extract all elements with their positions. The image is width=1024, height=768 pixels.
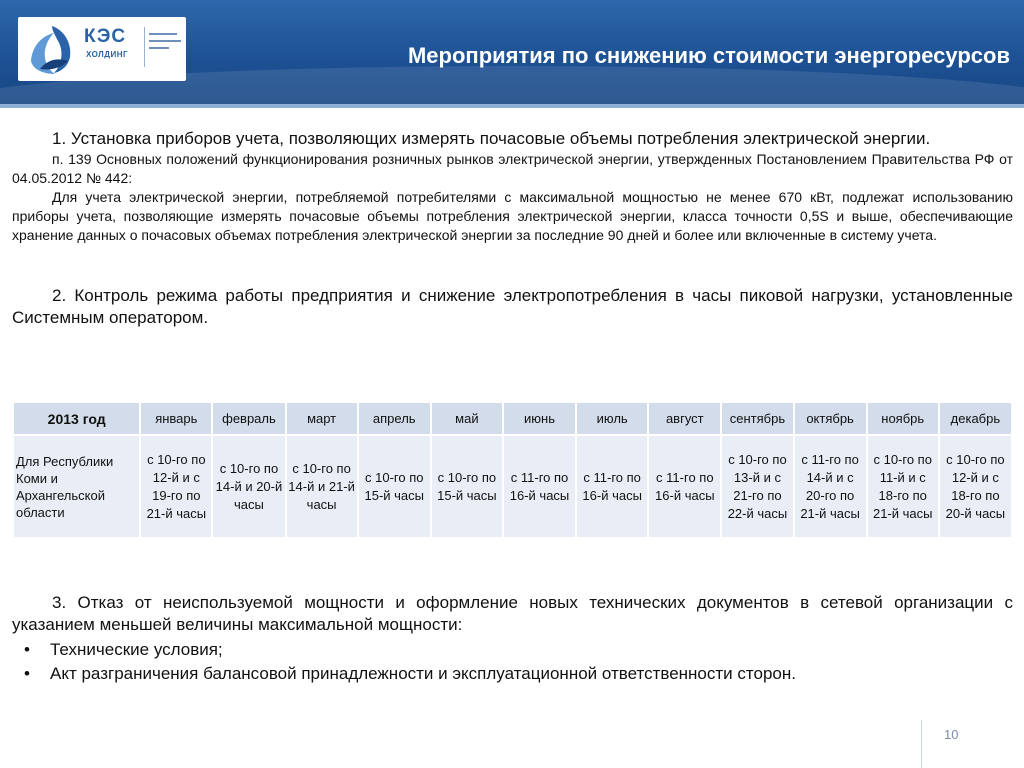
bullet-icon: • — [24, 664, 30, 683]
month-header: октябрь — [794, 402, 867, 435]
month-header: май — [431, 402, 503, 435]
table-cell: с 11-го по 16-й часы — [576, 435, 648, 538]
company-logo — [18, 17, 186, 81]
month-header: сентябрь — [721, 402, 793, 435]
table-cell: с 10-го по 14-й и 20-й часы — [212, 435, 285, 538]
list-item-text: Акт разграничения балансовой принадлежности и эксплуатационной ответственности сторон. — [50, 664, 796, 683]
bullet-list — [12, 638, 1013, 686]
logo-divider — [144, 27, 145, 67]
table-cell: с 10-го по 14-й и 21-й часы — [286, 435, 358, 538]
month-header: апрель — [358, 402, 431, 435]
table-cell: с 10-го по 12-й и с 19-го по 21-й часы — [140, 435, 212, 538]
page-number: 10 — [944, 727, 959, 742]
region-row-label: Для Республики Коми и Архангельской области — [13, 435, 140, 538]
table-cell: с 10-го по 12-й и с 18-го по 20-й часы — [939, 435, 1012, 538]
table-cell: с 11-го по 14-й и с 20-го по 21-й часы — [794, 435, 867, 538]
section-1-body: Для учета электрической энергии, потребляемой потребителями с максимальной мощностью не менее 670 кВт, подлежат использованию приборы учета, позволяющие измерять почасовые объемы потребления электрической энергии, класса точности 0,5S и выше, обеспечивающие хранение данных о почасовых объемах потребления электрической энергии за последние 90 дней и более или включенные в систему учета. — [12, 189, 1013, 243]
month-header: июль — [576, 402, 648, 435]
footer-divider — [921, 720, 922, 768]
table-cell: с 10-го по 11-й и с 18-го по 21-й часы — [867, 435, 939, 538]
logo-caption-placeholder — [149, 33, 181, 54]
month-header: июнь — [503, 402, 576, 435]
month-header: ноябрь — [867, 402, 939, 435]
month-header: август — [648, 402, 721, 435]
section-1-reference: п. 139 Основных положений функционирования розничных рынков электрической энергии, утвержденных Постановлением Правительства РФ от 04.05.2012 № 442: — [12, 151, 1013, 186]
slide-body — [12, 128, 1013, 329]
peak-hours-table — [12, 401, 1013, 539]
bullet-icon: • — [24, 640, 30, 659]
table-corner-year: 2013 год — [13, 402, 140, 435]
section-2-heading: 2. Контроль режима работы предприятия и снижение электропотребления в часы пиковой нагрузки, установленные Системным оператором. — [12, 286, 1013, 327]
table-cell: с 11-го по 16-й часы — [503, 435, 576, 538]
logo-swirl-icon — [24, 21, 80, 77]
table-cell: с 10-го по 13-й и с 21-го по 22-й часы — [721, 435, 793, 538]
table-cell: с 11-го по 16-й часы — [648, 435, 721, 538]
section-3-heading: 3. Отказ от неиспользуемой мощности и оформление новых технических документов в сетевой организации с указанием меньшей величины максимальной мощности: — [12, 593, 1013, 634]
table-header-row — [13, 402, 1012, 435]
month-header: март — [286, 402, 358, 435]
table-row — [13, 435, 1012, 538]
list-item — [12, 638, 1013, 662]
logo-name: КЭС — [84, 26, 127, 47]
month-header: февраль — [212, 402, 285, 435]
logo-subtitle: ХОЛДИНГ — [86, 50, 129, 59]
section-1-heading: 1. Установка приборов учета, позволяющих измерять почасовые объемы потребления электрической энергии. — [52, 129, 931, 148]
month-header: январь — [140, 402, 212, 435]
list-item — [12, 662, 1013, 686]
slide-header — [0, 0, 1024, 108]
page-title: Мероприятия по снижению стоимости энергоресурсов — [407, 43, 1010, 68]
section-3 — [12, 592, 1013, 686]
header-divider — [0, 104, 1024, 108]
list-item-text: Технические условия; — [50, 640, 223, 659]
table-cell: с 10-го по 15-й часы — [431, 435, 503, 538]
table-cell: с 10-го по 15-й часы — [358, 435, 431, 538]
month-header: декабрь — [939, 402, 1012, 435]
